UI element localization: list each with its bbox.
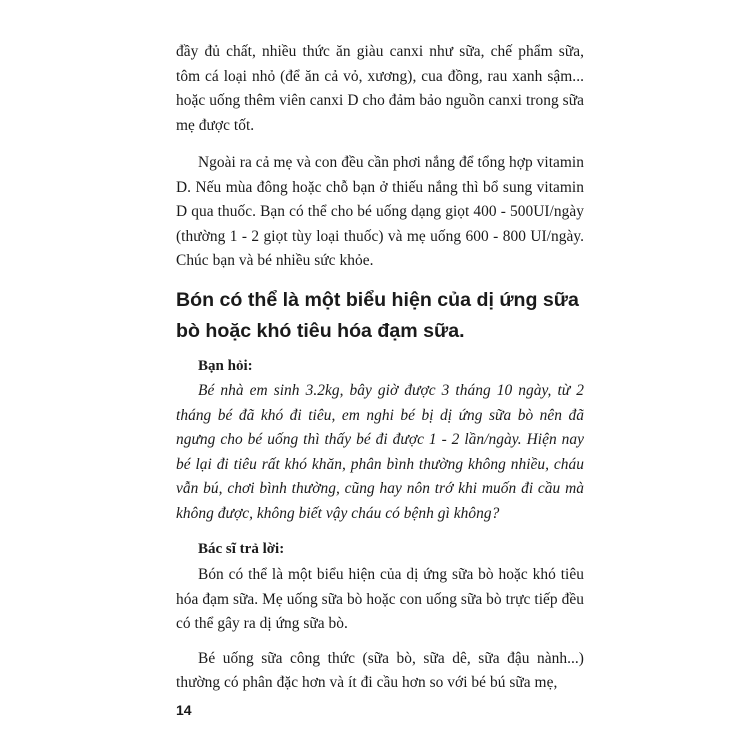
intro-paragraph-2: Ngoài ra cả mẹ và con đều cần phơi nắng để tổng hợp vitamin D. Nếu mùa đông hoặc chỗ bạn ở thiếu nắng thì bổ sung vitamin D qua thuốc. Bạn có thể cho bé uống dạng giọt 400 - 500UI/ngày (thường 1 - 2 giọt tùy loại thuốc) và mẹ uống 600 - 800 UI/ngày. Chúc bạn và bé nhiều sức khỏe. xyxy=(176,154,584,269)
answer-section xyxy=(176,563,584,696)
intro-paragraph-1: đầy đủ chất, nhiều thức ăn giàu canxi như sữa, chế phẩm sữa, tôm cá loại nhỏ (để ăn cả vỏ, xương), cua đồng, rau xanh sậm... hoặc uống thêm viên canxi D cho đảm bảo nguồn canxi trong sữa mẹ được tốt. xyxy=(176,43,584,134)
question-section xyxy=(176,379,584,526)
section-heading: Bón có thể là một biểu hiện của dị ứng sữa bò hoặc khó tiêu hóa đạm sữa. xyxy=(176,289,579,342)
question-label: Bạn hỏi: xyxy=(198,358,253,374)
question-text: Bé nhà em sinh 3.2kg, bây giờ được 3 tháng 10 ngày, từ 2 tháng bé đã khó đi tiêu, em nghi bé bị dị ứng sữa bò nên đã ngưng cho bé uống thì thấy bé đi được 1 - 2 lần/ngày. Hiện nay bé lại đi tiêu rất khó khăn, phân bình thường không nhiều, cháu vẫn bú, chơi bình thường, cũng hay nôn trớ khi muốn đi cầu mà không được, không biết vậy cháu có bệnh gì không? xyxy=(176,382,584,522)
answer-label: Bác sĩ trả lời: xyxy=(198,541,285,557)
answer-paragraph-1: Bón có thể là một biểu hiện của dị ứng sữa bò hoặc khó tiêu hóa đạm sữa. Mẹ uống sữa bò hoặc con uống sữa bò trực tiếp đều có thể gây ra dị ứng sữa bò. xyxy=(176,566,584,632)
intro-section xyxy=(176,40,584,274)
page-number: 14 xyxy=(176,702,192,718)
answer-paragraph-2: Bé uống sữa công thức (sữa bò, sữa dê, sữa đậu nành...) thường có phân đặc hơn và ít đi cầu hơn so với bé bú sữa mẹ, xyxy=(176,649,584,691)
